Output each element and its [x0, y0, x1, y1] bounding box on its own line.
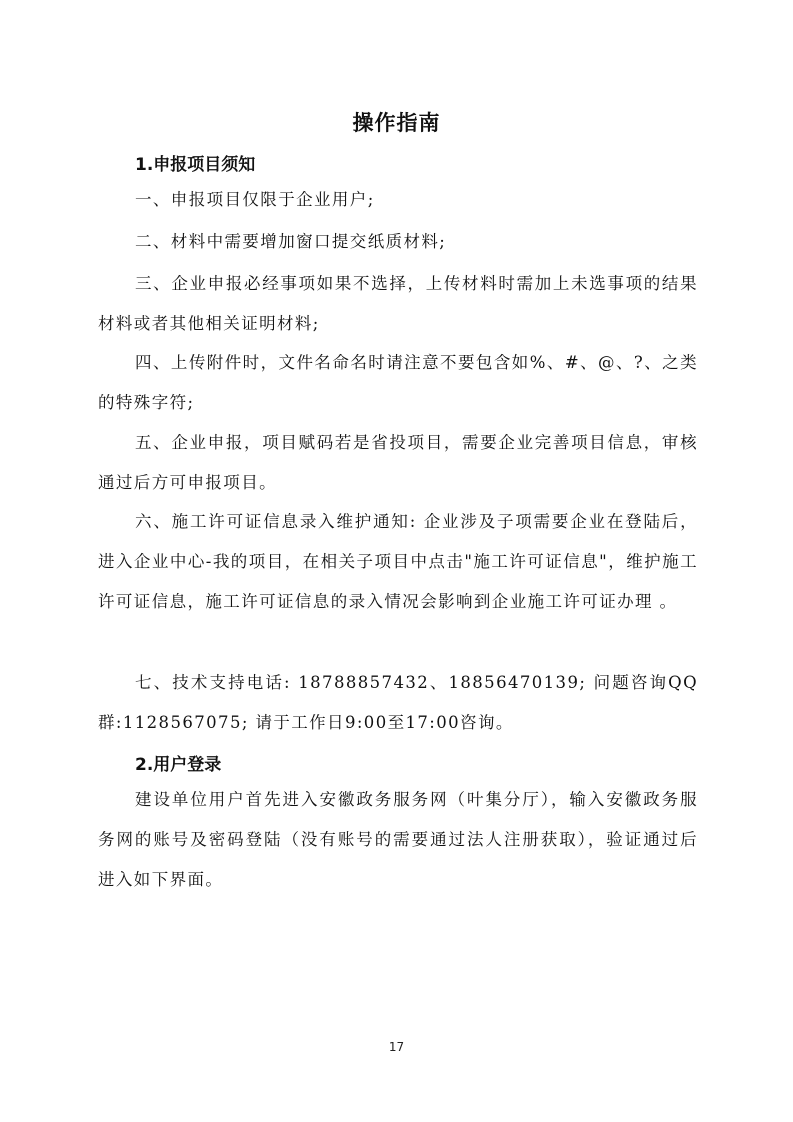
notice-item-7: 七、技术支持电话: 18788857432、18856470139; 问题咨询QQ群:1128567075; 请于工作日9:00至17:00咨询。 — [98, 673, 698, 732]
notice-item-2: 二、材料中需要增加窗口提交纸质材料; — [135, 232, 447, 251]
page-number: 17 — [388, 1040, 405, 1054]
section-heading-user-login: 2.用户登录 — [135, 755, 222, 775]
notice-item-5: 五、企业申报，项目赋码若是省投项目，需要企业完善项目信息，审核通过后方可申报项目。 — [98, 433, 698, 492]
login-paragraph: 建设单位用户首先进入安徽政务服务网（叶集分厅），输入安徽政务服务网的账号及密码登陆（没有账号的需要通过法人注册获取），验证通过后进入如下界面。 — [98, 790, 698, 889]
notice-item-4: 四、上传附件时，文件名命名时请注意不要包含如%、#、@、?、之类的特殊字符; — [98, 353, 698, 412]
notice-item-3: 三、企业申报必经事项如果不选择，上传材料时需加上未选事项的结果材料或者其他相关证明材料; — [98, 274, 698, 333]
notice-item-1: 一、申报项目仅限于企业用户; — [135, 190, 375, 209]
document-title: 操作指南 — [352, 111, 441, 135]
notice-item-6: 六、施工许可证信息录入维护通知: 企业涉及子项需要企业在登陆后，进入企业中心-我的项目，在相关子项目中点击"施工许可证信息"，维护施工许可证信息，施工许可证信息的录入情况会影响到企业施工许可证办理 。 — [98, 512, 698, 611]
section-heading-project-notice: 1.申报项目须知 — [135, 155, 256, 175]
